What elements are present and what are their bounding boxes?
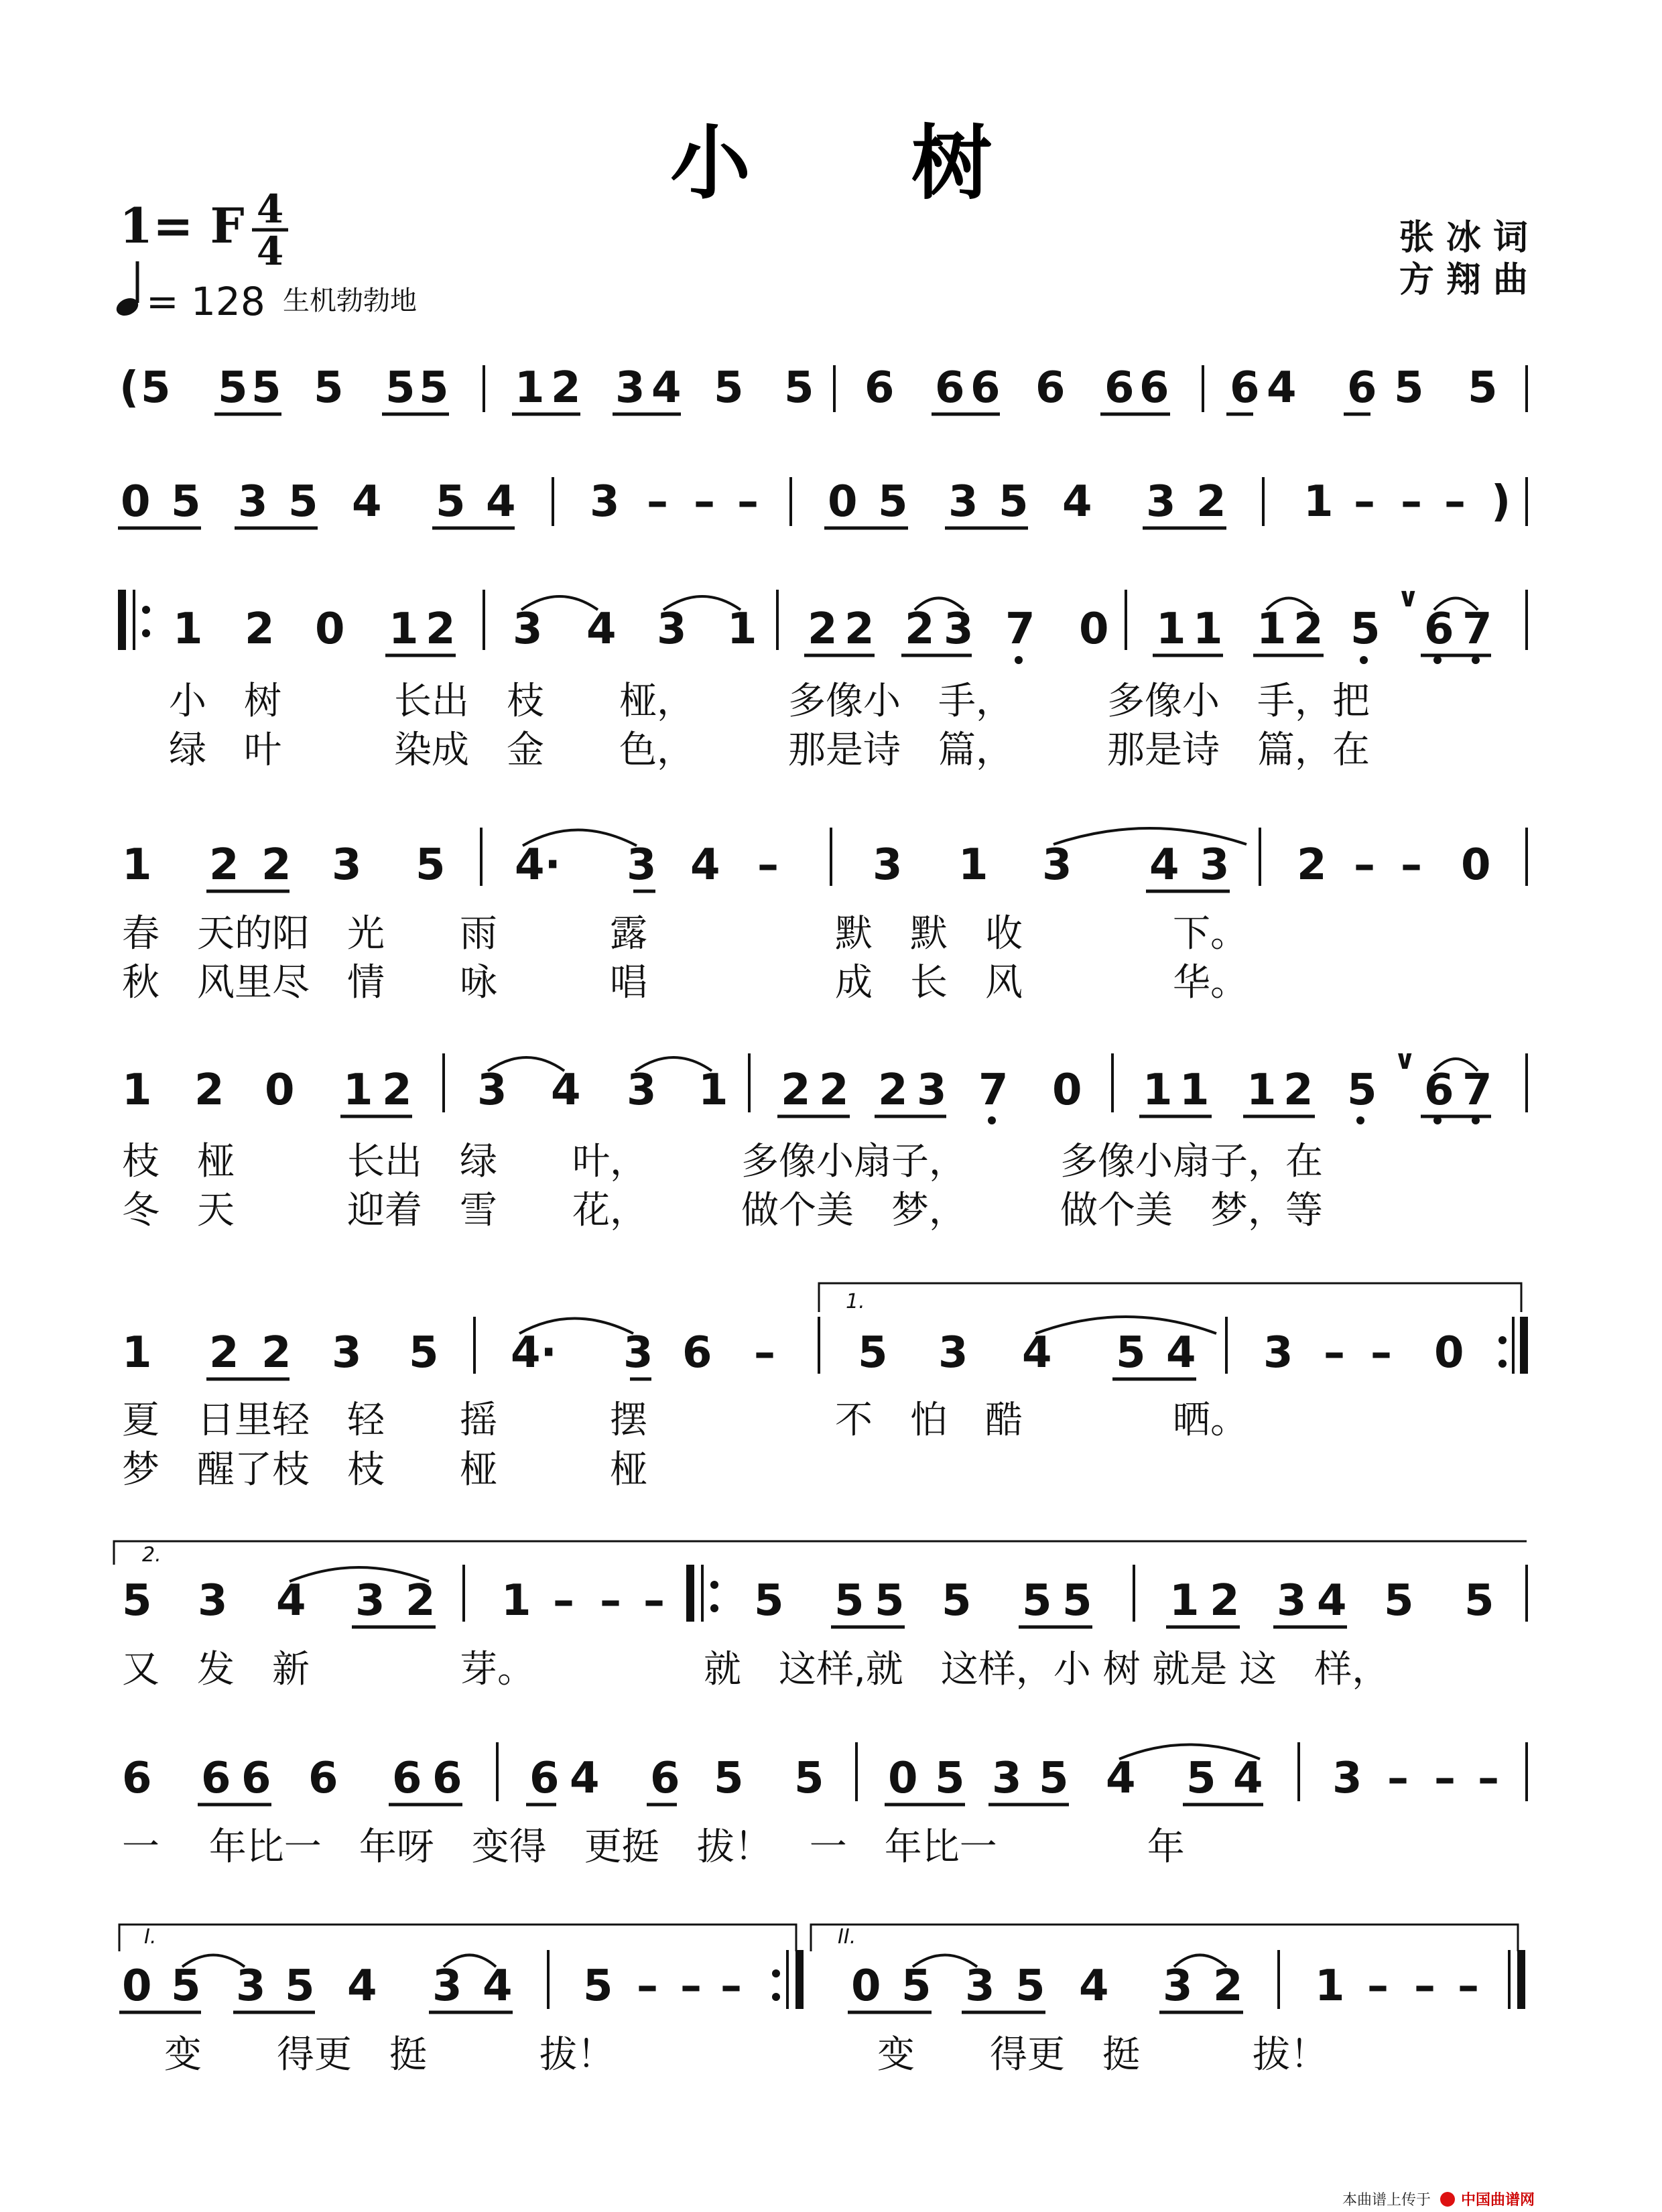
- svg-text:0: 0: [828, 477, 858, 527]
- svg-text:5: 5: [288, 477, 318, 527]
- svg-text:0: 0: [888, 1754, 918, 1803]
- svg-text:2: 2: [382, 1065, 412, 1115]
- svg-text:2: 2: [1213, 1961, 1243, 2011]
- svg-text:5: 5: [436, 477, 466, 527]
- notation-row-1: [119, 363, 1527, 414]
- svg-text:–: –: [1434, 1754, 1456, 1803]
- svg-text:2: 2: [1196, 477, 1226, 527]
- volta-label-II: II.: [838, 1925, 856, 1949]
- svg-text:–: –: [754, 1328, 775, 1378]
- lyrics-row-3-verse-1: 小 树 长出 枝 桠， 多像小 手， 多像小 手，把: [169, 679, 1370, 723]
- svg-text:6: 6: [241, 1754, 271, 1803]
- lyrics-row-7: 又 发 新 芽。 就 这样,就 这样，小 树 就是 这 样，: [122, 1648, 1390, 1691]
- svg-text:5: 5: [251, 363, 281, 413]
- lyrics-row-4-verse-1: 春 天的阳 光 雨 露 默 默 收 下。: [122, 912, 1248, 956]
- svg-text:2: 2: [194, 1065, 225, 1115]
- svg-text:1: 1: [122, 1065, 152, 1115]
- svg-text:∨: ∨: [1394, 1045, 1416, 1076]
- notation-row-3: [122, 582, 1527, 664]
- svg-text:5: 5: [834, 1576, 865, 1626]
- svg-text:6: 6: [1424, 604, 1454, 654]
- svg-text:7: 7: [1462, 1065, 1492, 1115]
- svg-text:–: –: [1401, 840, 1422, 890]
- svg-text:5: 5: [1039, 1754, 1069, 1803]
- time-sig-top: 4: [256, 186, 284, 232]
- svg-text:4·: 4·: [515, 840, 561, 890]
- svg-text:2: 2: [405, 1576, 436, 1626]
- svg-text:1: 1: [1156, 604, 1186, 654]
- svg-text:3: 3: [917, 1065, 947, 1115]
- svg-text:5: 5: [878, 477, 908, 527]
- tempo-value: = 128: [146, 279, 265, 324]
- svg-text:4: 4: [276, 1576, 306, 1626]
- svg-text:–: –: [1478, 1754, 1499, 1803]
- svg-text:0: 0: [1052, 1065, 1082, 1115]
- svg-text:6: 6: [650, 1754, 680, 1803]
- svg-text:4: 4: [1062, 477, 1092, 527]
- svg-text:0: 0: [1461, 840, 1491, 890]
- svg-text:–: –: [1370, 1328, 1392, 1378]
- svg-text:3: 3: [198, 1576, 228, 1626]
- svg-text:5: 5: [714, 363, 744, 413]
- svg-text:6: 6: [935, 363, 965, 413]
- svg-text:3: 3: [615, 363, 645, 413]
- svg-text:1: 1: [1143, 1065, 1173, 1115]
- lyricist-credit: 张 冰 词: [1399, 218, 1528, 258]
- svg-text:5: 5: [935, 1754, 965, 1803]
- svg-text:2: 2: [781, 1065, 811, 1115]
- svg-text:–: –: [1444, 477, 1466, 527]
- svg-text:4: 4: [586, 604, 617, 654]
- svg-text:7: 7: [978, 1065, 1009, 1115]
- svg-text:1: 1: [122, 840, 152, 890]
- svg-text:6: 6: [1035, 363, 1066, 413]
- svg-text:1: 1: [1246, 1065, 1277, 1115]
- svg-text:1: 1: [122, 1328, 152, 1378]
- svg-text:2: 2: [209, 1328, 239, 1378]
- svg-text:4: 4: [690, 840, 720, 890]
- svg-text:2: 2: [905, 604, 935, 654]
- svg-text:–: –: [1387, 1754, 1409, 1803]
- svg-text:3: 3: [1277, 1576, 1307, 1626]
- volta-bracket-2: [114, 1541, 1527, 1565]
- svg-text:1: 1: [1303, 477, 1334, 527]
- volta-label-1: 1.: [846, 1290, 865, 1313]
- svg-text:5: 5: [714, 1754, 744, 1803]
- lyrics-row-4-verse-2: 秋 风里尽 情 咏 唱 成 长 风 华。: [122, 961, 1248, 1004]
- volta-label-I: I.: [144, 1925, 157, 1949]
- svg-text:4: 4: [1267, 363, 1297, 413]
- notation-row-6: [122, 1283, 1524, 1379]
- svg-text:2: 2: [1293, 604, 1324, 654]
- svg-text:2: 2: [261, 840, 292, 890]
- svg-text:3: 3: [1263, 1328, 1293, 1378]
- notation-row-5: [122, 1045, 1527, 1124]
- volta-bracket-I: [119, 1925, 796, 1951]
- svg-text:5: 5: [1062, 1576, 1092, 1626]
- svg-text:–: –: [1458, 1961, 1479, 2011]
- svg-text:6: 6: [529, 1754, 560, 1803]
- svg-text:2: 2: [878, 1065, 908, 1115]
- svg-text:3: 3: [944, 604, 974, 654]
- notation-row-2: [118, 477, 1527, 528]
- svg-text:–: –: [1354, 840, 1375, 890]
- svg-text:5: 5: [385, 363, 416, 413]
- svg-text:(: (: [119, 363, 139, 413]
- svg-text:3: 3: [1332, 1754, 1362, 1803]
- svg-text:5: 5: [218, 363, 248, 413]
- svg-text:5: 5: [901, 1961, 932, 2011]
- svg-text:4: 4: [1317, 1576, 1347, 1626]
- lyrics-row-5-verse-2: 冬 天 迎着 雪 花， 做个美 梦， 做个美 梦，等: [122, 1189, 1323, 1232]
- svg-text:3: 3: [238, 477, 268, 527]
- svg-text:3: 3: [873, 840, 903, 890]
- quarter-note-icon: [114, 261, 141, 319]
- svg-text:2: 2: [1283, 1065, 1314, 1115]
- svg-text:1: 1: [343, 1065, 373, 1115]
- svg-text:6: 6: [392, 1754, 422, 1803]
- notation-row-7: [114, 1541, 1527, 1627]
- svg-text:3: 3: [1042, 840, 1072, 890]
- svg-text:1: 1: [1169, 1576, 1200, 1626]
- svg-text:1: 1: [1315, 1961, 1345, 2011]
- svg-text:3: 3: [477, 1065, 507, 1115]
- svg-text:5: 5: [1347, 1065, 1377, 1115]
- svg-text:5: 5: [784, 363, 814, 413]
- svg-text:3: 3: [1146, 477, 1176, 527]
- svg-text:1: 1: [1179, 1065, 1210, 1115]
- svg-text:4: 4: [1166, 1328, 1196, 1378]
- svg-text:5: 5: [416, 840, 446, 890]
- svg-text:5: 5: [171, 1961, 201, 2011]
- svg-text:5: 5: [1464, 1576, 1494, 1626]
- notation-row-4: [122, 828, 1527, 891]
- svg-text:–: –: [1401, 477, 1422, 527]
- svg-text:6: 6: [1139, 363, 1169, 413]
- svg-text:3: 3: [627, 840, 657, 890]
- svg-text:–: –: [1414, 1961, 1435, 2011]
- svg-text:3: 3: [513, 604, 543, 654]
- svg-text:6: 6: [308, 1754, 338, 1803]
- svg-text:5: 5: [1015, 1961, 1045, 2011]
- svg-text:2: 2: [261, 1328, 292, 1378]
- svg-text:5: 5: [1350, 604, 1381, 654]
- svg-text:5: 5: [285, 1961, 315, 2011]
- svg-text:4: 4: [1233, 1754, 1263, 1803]
- svg-text:4: 4: [570, 1754, 600, 1803]
- svg-text:6: 6: [865, 363, 895, 413]
- tempo-marking: 生机勃勃地: [283, 285, 417, 316]
- svg-text:5: 5: [754, 1576, 784, 1626]
- svg-text:6: 6: [1230, 363, 1260, 413]
- svg-text:2: 2: [844, 604, 875, 654]
- svg-text:–: –: [637, 1961, 658, 2011]
- svg-text:–: –: [1324, 1328, 1345, 1378]
- lyrics-row-8: 一 年比一 年呀 变得 更挺 拔！ 一 年比一 年: [122, 1825, 1185, 1869]
- svg-text:3: 3: [657, 604, 687, 654]
- svg-text:–: –: [720, 1961, 742, 2011]
- svg-text:–: –: [694, 477, 715, 527]
- svg-text:5: 5: [583, 1961, 613, 2011]
- svg-text:3: 3: [332, 840, 362, 890]
- svg-text:6: 6: [432, 1754, 462, 1803]
- svg-text:–: –: [553, 1576, 574, 1626]
- svg-text:0: 0: [315, 604, 345, 654]
- svg-text:2: 2: [1210, 1576, 1240, 1626]
- svg-text:6: 6: [1424, 1065, 1454, 1115]
- svg-text:3: 3: [1200, 840, 1230, 890]
- footer-text: 本曲谱上传于: [1342, 2192, 1431, 2209]
- svg-text:5: 5: [1394, 363, 1424, 413]
- lyrics-row-6-verse-2: 梦 醒了枝 枝 桠 桠: [122, 1448, 647, 1492]
- svg-text:2: 2: [551, 363, 581, 413]
- svg-text:6: 6: [1347, 363, 1377, 413]
- notation-row-8: [122, 1742, 1527, 1805]
- svg-text:–: –: [647, 477, 668, 527]
- svg-text:5: 5: [141, 363, 171, 413]
- svg-text:0: 0: [121, 477, 151, 527]
- composer-credit: 方 翔 曲: [1399, 260, 1528, 300]
- volta-label-2: 2.: [142, 1543, 162, 1567]
- svg-text:5: 5: [409, 1328, 439, 1378]
- lyrics-row-3-verse-2: 绿 叶 染成 金 色， 那是诗 篇， 那是诗 篇，在: [169, 728, 1370, 772]
- svg-text:3: 3: [332, 1328, 362, 1378]
- volta-bracket-II: [811, 1925, 1518, 1951]
- svg-text:1: 1: [389, 604, 419, 654]
- svg-text:5: 5: [419, 363, 449, 413]
- svg-text:4: 4: [483, 1961, 513, 2011]
- svg-text:5: 5: [1116, 1328, 1146, 1378]
- svg-text:6: 6: [970, 363, 1001, 413]
- svg-text:–: –: [737, 477, 759, 527]
- notation-row-9: [119, 1925, 1521, 2012]
- svg-text:5: 5: [171, 477, 201, 527]
- svg-text:4: 4: [1079, 1961, 1109, 2011]
- svg-text:–: –: [757, 840, 779, 890]
- svg-text:5: 5: [122, 1576, 152, 1626]
- svg-text:5: 5: [314, 363, 344, 413]
- svg-text:4: 4: [651, 363, 682, 413]
- svg-text:6: 6: [1104, 363, 1135, 413]
- svg-text:2: 2: [808, 604, 838, 654]
- svg-text:2: 2: [426, 604, 456, 654]
- svg-text:5: 5: [1468, 363, 1498, 413]
- svg-text:3: 3: [1163, 1961, 1193, 2011]
- lyrics-row-9: 变 得更 挺 拔！ 变 得更 挺 拔！: [164, 2033, 1328, 2077]
- svg-text:2: 2: [245, 604, 275, 654]
- svg-text:2: 2: [1297, 840, 1327, 890]
- page-title: 小 树: [670, 116, 992, 210]
- svg-text:): ): [1491, 477, 1511, 527]
- key-signature: 1= F: [119, 197, 245, 254]
- svg-text:–: –: [643, 1576, 665, 1626]
- svg-text:5: 5: [1186, 1754, 1216, 1803]
- svg-text:1: 1: [173, 604, 203, 654]
- svg-text:–: –: [600, 1576, 621, 1626]
- svg-text:3: 3: [948, 477, 978, 527]
- svg-text:2: 2: [209, 840, 239, 890]
- svg-text:1: 1: [1257, 604, 1287, 654]
- svg-text:5: 5: [875, 1576, 905, 1626]
- svg-text:4·: 4·: [511, 1328, 557, 1378]
- svg-text:3: 3: [627, 1065, 657, 1115]
- svg-text:1: 1: [698, 1065, 728, 1115]
- svg-text:4: 4: [486, 477, 516, 527]
- volta-bracket-1: [819, 1283, 1521, 1312]
- svg-text:5: 5: [1022, 1576, 1052, 1626]
- svg-text:4: 4: [1106, 1754, 1136, 1803]
- svg-text:1: 1: [727, 604, 757, 654]
- svg-text:6: 6: [682, 1328, 712, 1378]
- svg-text:–: –: [1367, 1961, 1389, 2011]
- site-logo-icon: [1440, 2192, 1455, 2207]
- svg-text:4: 4: [1022, 1328, 1052, 1378]
- svg-text:7: 7: [1005, 604, 1035, 654]
- svg-text:3: 3: [992, 1754, 1022, 1803]
- svg-text:3: 3: [623, 1328, 653, 1378]
- svg-text:5: 5: [858, 1328, 888, 1378]
- svg-text:4: 4: [347, 1961, 377, 2011]
- svg-text:0: 0: [1434, 1328, 1464, 1378]
- svg-text:1: 1: [501, 1576, 531, 1626]
- svg-text:–: –: [1354, 477, 1375, 527]
- svg-text:6: 6: [201, 1754, 231, 1803]
- svg-text:3: 3: [355, 1576, 385, 1626]
- svg-text:0: 0: [122, 1961, 152, 2011]
- svg-text:5: 5: [794, 1754, 824, 1803]
- svg-text:1: 1: [958, 840, 988, 890]
- svg-text:0: 0: [265, 1065, 295, 1115]
- lyrics-row-6-verse-1: 夏 日里轻 轻 摇 摆 不 怕 酷 晒。: [122, 1398, 1248, 1442]
- svg-text:7: 7: [1462, 604, 1492, 654]
- svg-text:∨: ∨: [1397, 582, 1419, 613]
- svg-text:5: 5: [1384, 1576, 1414, 1626]
- svg-text:1: 1: [1193, 604, 1223, 654]
- svg-text:3: 3: [432, 1961, 462, 2011]
- footer-logo[interactable]: 中国曲谱网: [1461, 2192, 1535, 2209]
- time-sig-bottom: 4: [256, 229, 284, 274]
- svg-text:0: 0: [851, 1961, 881, 2011]
- lyrics-row-5-verse-1: 枝 桠 长出 绿 叶， 多像小扇子， 多像小扇子，在: [122, 1140, 1323, 1183]
- svg-text:–: –: [680, 1961, 702, 2011]
- svg-text:3: 3: [236, 1961, 266, 2011]
- svg-text:4: 4: [1149, 840, 1179, 890]
- svg-text:2: 2: [819, 1065, 849, 1115]
- svg-text:5: 5: [999, 477, 1029, 527]
- svg-text:5: 5: [942, 1576, 972, 1626]
- svg-text:0: 0: [1079, 604, 1109, 654]
- svg-text:3: 3: [590, 477, 620, 527]
- svg-text:3: 3: [965, 1961, 995, 2011]
- svg-text:4: 4: [551, 1065, 581, 1115]
- svg-text:6: 6: [122, 1754, 152, 1803]
- svg-text:4: 4: [352, 477, 382, 527]
- svg-text:1: 1: [515, 363, 545, 413]
- svg-text:3: 3: [938, 1328, 968, 1378]
